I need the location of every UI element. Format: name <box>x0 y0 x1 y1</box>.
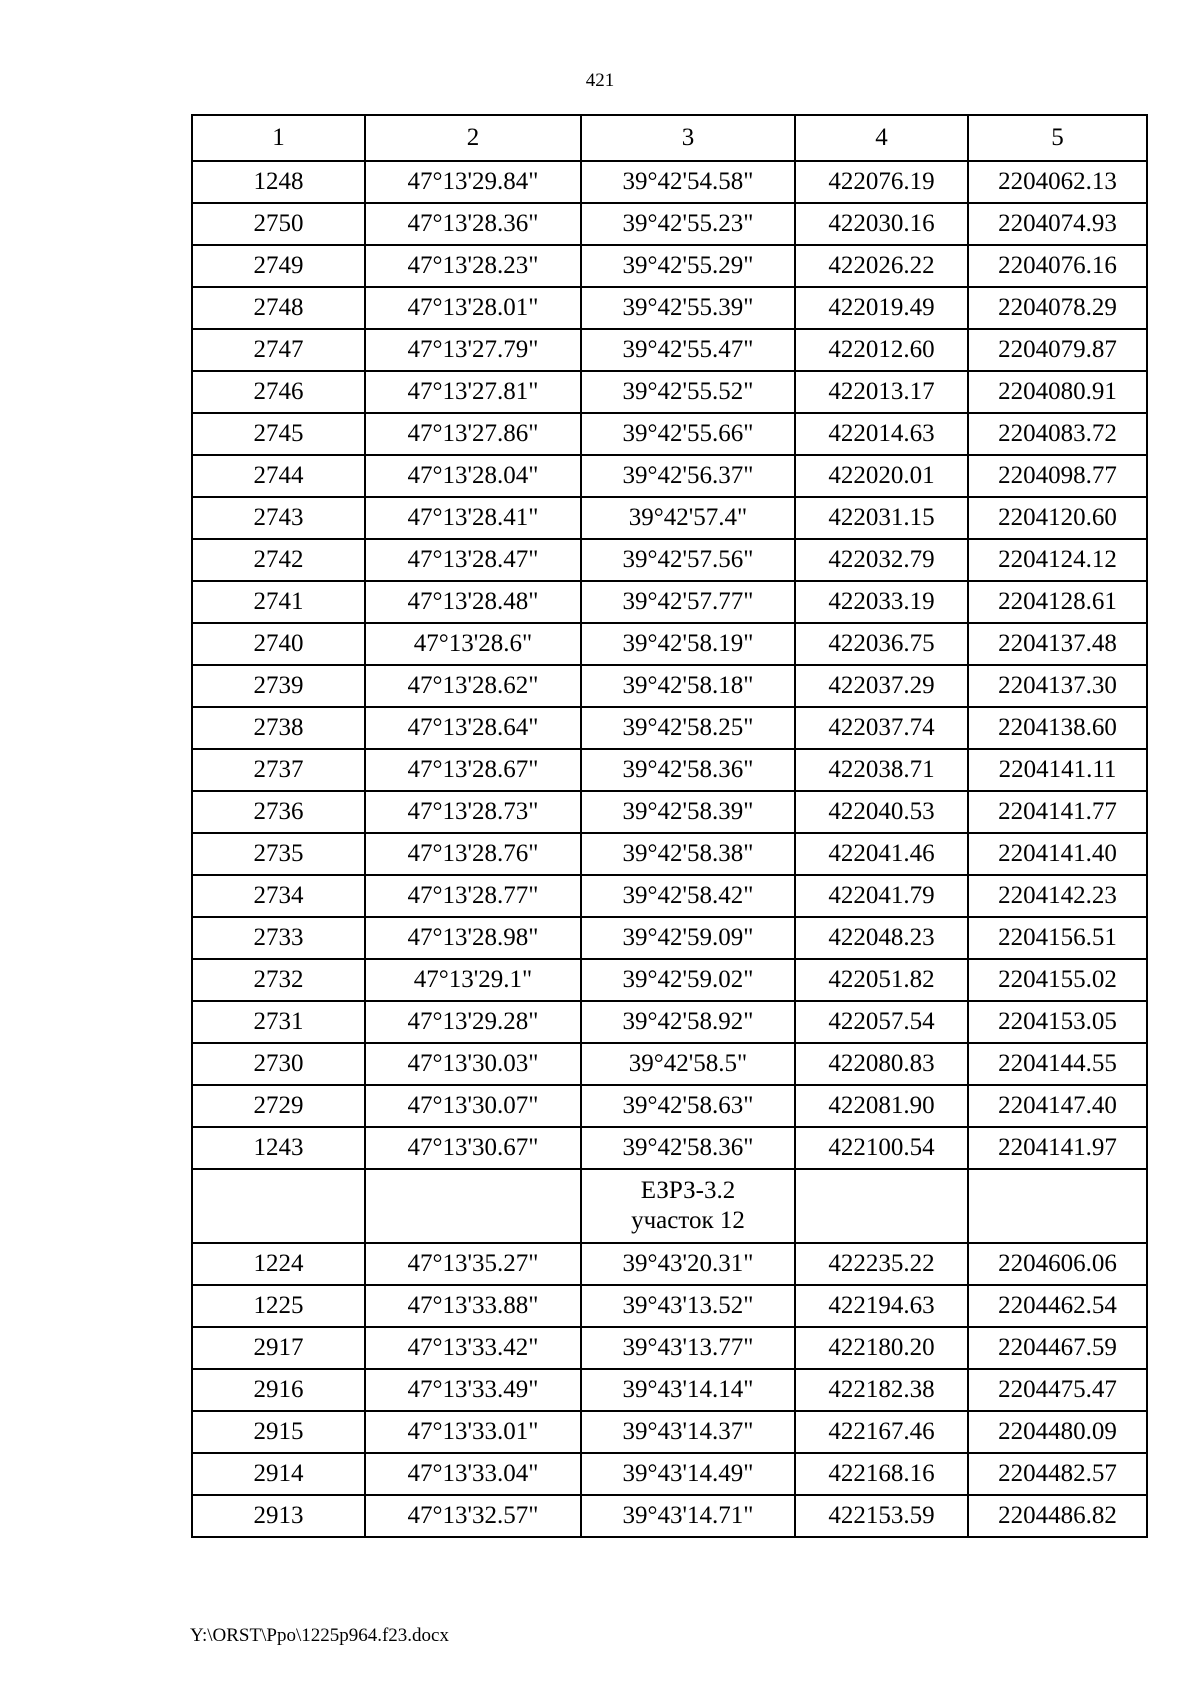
x-coordinate-cell: 422194.63 <box>795 1285 968 1327</box>
x-coordinate-cell: 422030.16 <box>795 203 968 245</box>
latitude-cell: 47°13'28.48" <box>365 581 581 623</box>
y-coordinate-cell: 2204083.72 <box>968 413 1147 455</box>
y-coordinate-cell: 2204078.29 <box>968 287 1147 329</box>
y-coordinate-cell: 2204062.13 <box>968 161 1147 203</box>
header-cell: 5 <box>968 115 1147 161</box>
point-number-cell: 2734 <box>192 875 365 917</box>
longitude-cell: 39°43'14.49" <box>581 1453 795 1495</box>
point-number-cell: 2916 <box>192 1369 365 1411</box>
latitude-cell: 47°13'27.81" <box>365 371 581 413</box>
table-row <box>192 329 1147 371</box>
x-coordinate-cell: 422182.38 <box>795 1369 968 1411</box>
table-row <box>192 1243 1147 1285</box>
table-row <box>192 1411 1147 1453</box>
longitude-cell: 39°42'58.63" <box>581 1085 795 1127</box>
latitude-cell: 47°13'29.1" <box>365 959 581 1001</box>
empty-cell <box>365 1169 581 1243</box>
longitude-cell: 39°42'58.92" <box>581 1001 795 1043</box>
y-coordinate-cell: 2204124.12 <box>968 539 1147 581</box>
y-coordinate-cell: 2204606.06 <box>968 1243 1147 1285</box>
y-coordinate-cell: 2204079.87 <box>968 329 1147 371</box>
section-plot-label: участок 12 <box>631 1207 745 1234</box>
latitude-cell: 47°13'27.86" <box>365 413 581 455</box>
table-row <box>192 161 1147 203</box>
point-number-cell: 2737 <box>192 749 365 791</box>
longitude-cell: 39°42'58.42" <box>581 875 795 917</box>
y-coordinate-cell: 2204141.40 <box>968 833 1147 875</box>
table-row <box>192 623 1147 665</box>
point-number-cell: 1243 <box>192 1127 365 1169</box>
point-number-cell: 2730 <box>192 1043 365 1085</box>
latitude-cell: 47°13'28.36" <box>365 203 581 245</box>
table-header-row <box>192 115 1147 161</box>
table-body <box>192 115 1147 1537</box>
x-coordinate-cell: 422019.49 <box>795 287 968 329</box>
longitude-cell: 39°42'55.52" <box>581 371 795 413</box>
y-coordinate-cell: 2204141.77 <box>968 791 1147 833</box>
header-cell: 2 <box>365 115 581 161</box>
point-number-cell: 2741 <box>192 581 365 623</box>
latitude-cell: 47°13'28.98" <box>365 917 581 959</box>
table-row <box>192 245 1147 287</box>
header-cell: 1 <box>192 115 365 161</box>
point-number-cell: 2749 <box>192 245 365 287</box>
y-coordinate-cell: 2204076.16 <box>968 245 1147 287</box>
x-coordinate-cell: 422031.15 <box>795 497 968 539</box>
latitude-cell: 47°13'33.01" <box>365 1411 581 1453</box>
longitude-cell: 39°42'58.38" <box>581 833 795 875</box>
longitude-cell: 39°42'58.18" <box>581 665 795 707</box>
table-row <box>192 1001 1147 1043</box>
longitude-cell: 39°42'55.66" <box>581 413 795 455</box>
x-coordinate-cell: 422081.90 <box>795 1085 968 1127</box>
header-cell: 3 <box>581 115 795 161</box>
page-number: 421 <box>585 70 615 91</box>
table-row <box>192 791 1147 833</box>
x-coordinate-cell: 422037.74 <box>795 707 968 749</box>
longitude-cell: 39°42'57.4" <box>581 497 795 539</box>
y-coordinate-cell: 2204144.55 <box>968 1043 1147 1085</box>
empty-cell <box>968 1169 1147 1243</box>
point-number-cell: 2738 <box>192 707 365 749</box>
point-number-cell: 2746 <box>192 371 365 413</box>
y-coordinate-cell: 2204137.48 <box>968 623 1147 665</box>
y-coordinate-cell: 2204153.05 <box>968 1001 1147 1043</box>
latitude-cell: 47°13'28.77" <box>365 875 581 917</box>
longitude-cell: 39°43'14.14" <box>581 1369 795 1411</box>
longitude-cell: 39°42'56.37" <box>581 455 795 497</box>
table-row <box>192 749 1147 791</box>
point-number-cell: 2917 <box>192 1327 365 1369</box>
y-coordinate-cell: 2204080.91 <box>968 371 1147 413</box>
table-row <box>192 707 1147 749</box>
point-number-cell: 2750 <box>192 203 365 245</box>
table-row <box>192 917 1147 959</box>
point-number-cell: 2915 <box>192 1411 365 1453</box>
table-row <box>192 455 1147 497</box>
table-row <box>192 1127 1147 1169</box>
y-coordinate-cell: 2204467.59 <box>968 1327 1147 1369</box>
longitude-cell: 39°42'58.39" <box>581 791 795 833</box>
table-row <box>192 413 1147 455</box>
y-coordinate-cell: 2204128.61 <box>968 581 1147 623</box>
x-coordinate-cell: 422041.46 <box>795 833 968 875</box>
longitude-cell: 39°42'55.39" <box>581 287 795 329</box>
point-number-cell: 2733 <box>192 917 365 959</box>
table-row <box>192 1085 1147 1127</box>
x-coordinate-cell: 422014.63 <box>795 413 968 455</box>
y-coordinate-cell: 2204480.09 <box>968 1411 1147 1453</box>
latitude-cell: 47°13'28.73" <box>365 791 581 833</box>
point-number-cell: 2913 <box>192 1495 365 1537</box>
longitude-cell: 39°43'14.71" <box>581 1495 795 1537</box>
y-coordinate-cell: 2204141.11 <box>968 749 1147 791</box>
latitude-cell: 47°13'33.42" <box>365 1327 581 1369</box>
section-zone-label: ЕЗРЗ-3.2 <box>640 1177 736 1204</box>
x-coordinate-cell: 422048.23 <box>795 917 968 959</box>
latitude-cell: 47°13'28.41" <box>365 497 581 539</box>
y-coordinate-cell: 2204074.93 <box>968 203 1147 245</box>
longitude-cell: 39°42'58.19" <box>581 623 795 665</box>
footer-file-path: Y:\ORST\Ppo\1225p964.f23.docx <box>190 1625 449 1646</box>
latitude-cell: 47°13'33.88" <box>365 1285 581 1327</box>
x-coordinate-cell: 422033.19 <box>795 581 968 623</box>
latitude-cell: 47°13'30.67" <box>365 1127 581 1169</box>
x-coordinate-cell: 422167.46 <box>795 1411 968 1453</box>
longitude-cell: 39°42'57.56" <box>581 539 795 581</box>
longitude-cell: 39°42'57.77" <box>581 581 795 623</box>
x-coordinate-cell: 422235.22 <box>795 1243 968 1285</box>
x-coordinate-cell: 422036.75 <box>795 623 968 665</box>
point-number-cell: 2914 <box>192 1453 365 1495</box>
latitude-cell: 47°13'28.23" <box>365 245 581 287</box>
table-row <box>192 1495 1147 1537</box>
table-row <box>192 203 1147 245</box>
latitude-cell: 47°13'33.49" <box>365 1369 581 1411</box>
x-coordinate-cell: 422180.20 <box>795 1327 968 1369</box>
y-coordinate-cell: 2204156.51 <box>968 917 1147 959</box>
latitude-cell: 47°13'30.03" <box>365 1043 581 1085</box>
section-header-row <box>192 1169 1147 1243</box>
point-number-cell: 2748 <box>192 287 365 329</box>
latitude-cell: 47°13'28.62" <box>365 665 581 707</box>
x-coordinate-cell: 422020.01 <box>795 455 968 497</box>
y-coordinate-cell: 2204120.60 <box>968 497 1147 539</box>
latitude-cell: 47°13'32.57" <box>365 1495 581 1537</box>
table-row <box>192 287 1147 329</box>
empty-cell <box>192 1169 365 1243</box>
table-row <box>192 371 1147 413</box>
y-coordinate-cell: 2204462.54 <box>968 1285 1147 1327</box>
table-row <box>192 497 1147 539</box>
x-coordinate-cell: 422153.59 <box>795 1495 968 1537</box>
y-coordinate-cell: 2204138.60 <box>968 707 1147 749</box>
x-coordinate-cell: 422168.16 <box>795 1453 968 1495</box>
latitude-cell: 47°13'28.76" <box>365 833 581 875</box>
latitude-cell: 47°13'30.07" <box>365 1085 581 1127</box>
point-number-cell: 2743 <box>192 497 365 539</box>
longitude-cell: 39°42'55.47" <box>581 329 795 371</box>
x-coordinate-cell: 422013.17 <box>795 371 968 413</box>
table-row <box>192 1043 1147 1085</box>
coordinates-table <box>191 114 1148 1538</box>
x-coordinate-cell: 422040.53 <box>795 791 968 833</box>
x-coordinate-cell: 422041.79 <box>795 875 968 917</box>
point-number-cell: 1224 <box>192 1243 365 1285</box>
x-coordinate-cell: 422057.54 <box>795 1001 968 1043</box>
y-coordinate-cell: 2204475.47 <box>968 1369 1147 1411</box>
point-number-cell: 1248 <box>192 161 365 203</box>
table-row <box>192 833 1147 875</box>
point-number-cell: 2739 <box>192 665 365 707</box>
longitude-cell: 39°42'58.36" <box>581 749 795 791</box>
x-coordinate-cell: 422076.19 <box>795 161 968 203</box>
latitude-cell: 47°13'33.04" <box>365 1453 581 1495</box>
empty-cell <box>795 1169 968 1243</box>
latitude-cell: 47°13'28.47" <box>365 539 581 581</box>
x-coordinate-cell: 422038.71 <box>795 749 968 791</box>
longitude-cell: 39°43'13.77" <box>581 1327 795 1369</box>
x-coordinate-cell: 422026.22 <box>795 245 968 287</box>
y-coordinate-cell: 2204147.40 <box>968 1085 1147 1127</box>
y-coordinate-cell: 2204482.57 <box>968 1453 1147 1495</box>
longitude-cell: 39°42'58.36" <box>581 1127 795 1169</box>
longitude-cell: 39°42'55.29" <box>581 245 795 287</box>
latitude-cell: 47°13'35.27" <box>365 1243 581 1285</box>
point-number-cell: 2735 <box>192 833 365 875</box>
longitude-cell: 39°43'14.37" <box>581 1411 795 1453</box>
latitude-cell: 47°13'29.84" <box>365 161 581 203</box>
table-row <box>192 875 1147 917</box>
longitude-cell: 39°42'58.25" <box>581 707 795 749</box>
point-number-cell: 2731 <box>192 1001 365 1043</box>
longitude-cell: 39°42'59.02" <box>581 959 795 1001</box>
point-number-cell: 2747 <box>192 329 365 371</box>
table-row <box>192 959 1147 1001</box>
latitude-cell: 47°13'29.28" <box>365 1001 581 1043</box>
x-coordinate-cell: 422051.82 <box>795 959 968 1001</box>
header-cell: 4 <box>795 115 968 161</box>
section-title-cell <box>581 1169 795 1243</box>
y-coordinate-cell: 2204155.02 <box>968 959 1147 1001</box>
latitude-cell: 47°13'28.6" <box>365 623 581 665</box>
x-coordinate-cell: 422032.79 <box>795 539 968 581</box>
longitude-cell: 39°42'55.23" <box>581 203 795 245</box>
longitude-cell: 39°42'54.58" <box>581 161 795 203</box>
table-row <box>192 1369 1147 1411</box>
point-number-cell: 2740 <box>192 623 365 665</box>
point-number-cell: 2744 <box>192 455 365 497</box>
point-number-cell: 1225 <box>192 1285 365 1327</box>
latitude-cell: 47°13'28.64" <box>365 707 581 749</box>
y-coordinate-cell: 2204142.23 <box>968 875 1147 917</box>
y-coordinate-cell: 2204098.77 <box>968 455 1147 497</box>
table-row <box>192 665 1147 707</box>
point-number-cell: 2736 <box>192 791 365 833</box>
longitude-cell: 39°43'20.31" <box>581 1243 795 1285</box>
table-row <box>192 1285 1147 1327</box>
longitude-cell: 39°43'13.52" <box>581 1285 795 1327</box>
latitude-cell: 47°13'28.67" <box>365 749 581 791</box>
point-number-cell: 2745 <box>192 413 365 455</box>
latitude-cell: 47°13'28.01" <box>365 287 581 329</box>
x-coordinate-cell: 422100.54 <box>795 1127 968 1169</box>
x-coordinate-cell: 422037.29 <box>795 665 968 707</box>
longitude-cell: 39°42'59.09" <box>581 917 795 959</box>
table-row <box>192 1453 1147 1495</box>
latitude-cell: 47°13'27.79" <box>365 329 581 371</box>
table-row <box>192 539 1147 581</box>
point-number-cell: 2742 <box>192 539 365 581</box>
table-row <box>192 1327 1147 1369</box>
longitude-cell: 39°42'58.5" <box>581 1043 795 1085</box>
y-coordinate-cell: 2204141.97 <box>968 1127 1147 1169</box>
point-number-cell: 2732 <box>192 959 365 1001</box>
point-number-cell: 2729 <box>192 1085 365 1127</box>
x-coordinate-cell: 422012.60 <box>795 329 968 371</box>
x-coordinate-cell: 422080.83 <box>795 1043 968 1085</box>
table-row <box>192 581 1147 623</box>
y-coordinate-cell: 2204137.30 <box>968 665 1147 707</box>
y-coordinate-cell: 2204486.82 <box>968 1495 1147 1537</box>
latitude-cell: 47°13'28.04" <box>365 455 581 497</box>
